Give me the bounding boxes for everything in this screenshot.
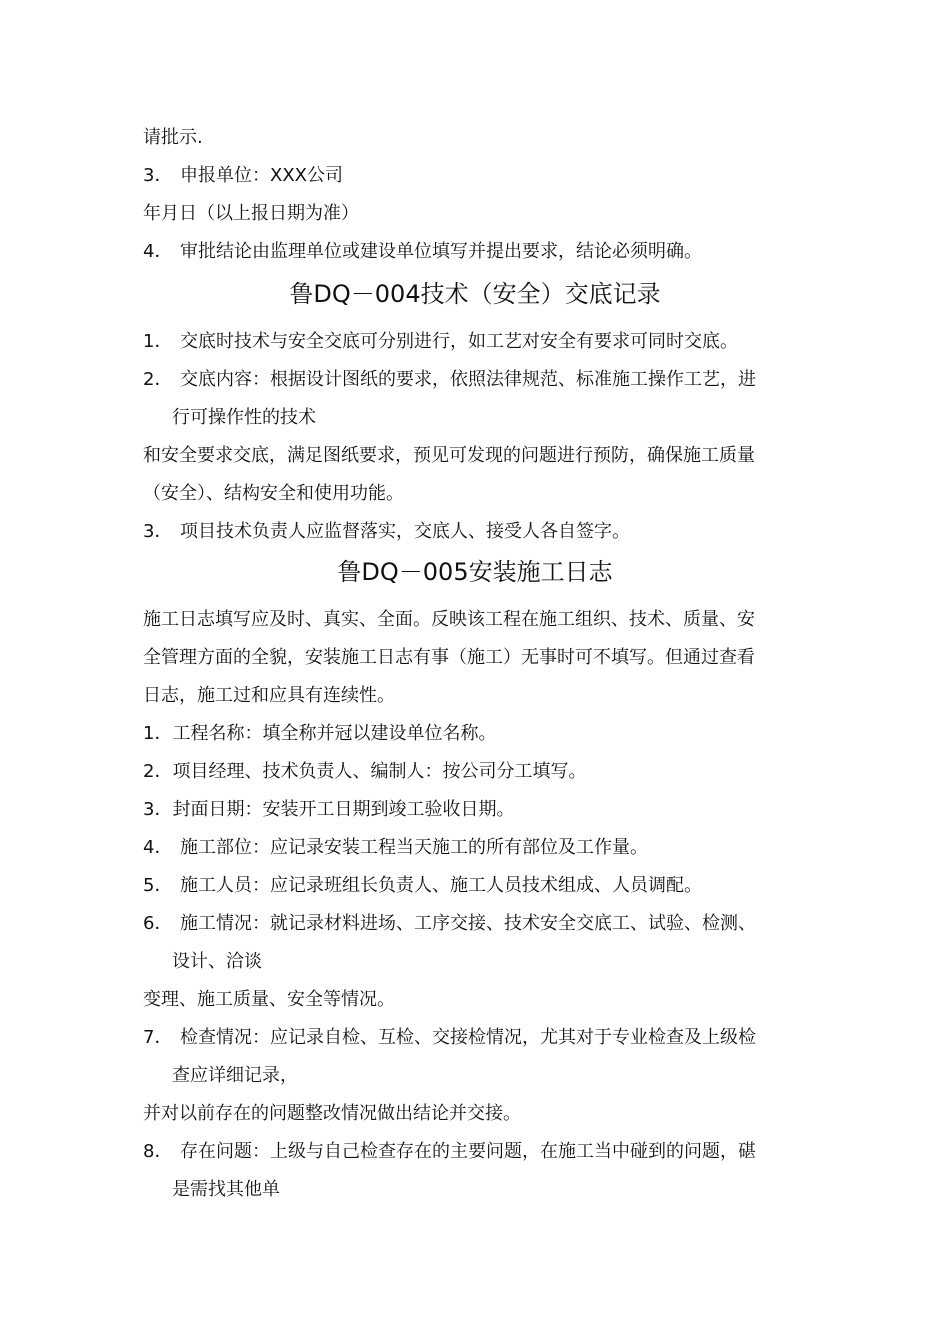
text-line: 行可操作性的技术 [172, 407, 316, 428]
list-item-7 [143, 1026, 756, 1050]
item-number: 6． [143, 913, 173, 934]
list-item-5 [143, 874, 702, 898]
text-line: 年月日（以上报日期为准） [143, 203, 359, 224]
item-text: 存在问题：上级与自己检查存在的主要问题，在施工当中碰到的问题，碪 [180, 1141, 756, 1162]
list-item-4 [143, 836, 648, 860]
list-item-1: 1．工程名称：填全称并冠以建设单位名称。 [143, 723, 497, 744]
section-heading-004: 鲁DQ－004技术（安全）交底记录 [289, 280, 661, 308]
text-line: 并对以前存在的问题整改情况做出结论并交接。 [143, 1103, 521, 1124]
item-text: 检查情况：应记录自检、互检、交接检情况，尤其对于专业检查及上级检 [180, 1027, 756, 1048]
item-number: 4． [143, 837, 173, 858]
paragraph-line: 全管理方面的全貌，安装施工日志有事（施工）无事时可不填写。但通过查看 [143, 647, 755, 668]
item-number: 7． [143, 1027, 173, 1048]
item-text: 交底内容：根据设计图纸的要求，依照法律规范、标准施工操作工艺，进 [180, 369, 756, 390]
paragraph-line: 施工日志填写应及时、真实、全面。反映该工程在施工组织、技术、质量、安 [143, 609, 755, 630]
item-number: 3． [143, 165, 173, 186]
list-item-3 [143, 164, 343, 188]
text-line: 请批示. [143, 127, 203, 148]
item-number: 8． [143, 1141, 173, 1162]
list-item-2 [143, 368, 756, 392]
section-heading-005: 鲁DQ－005安装施工日志 [337, 558, 613, 586]
list-item-4 [143, 240, 702, 264]
item-text: 交底时技术与安全交底可分别进行，如工艺对安全有要求可同时交底。 [180, 331, 738, 352]
item-text: 审批结论由监理单位或建设单位填写并提出要求，结论必须明确。 [180, 241, 702, 262]
item-number: 4． [143, 241, 173, 262]
list-item-8 [143, 1140, 756, 1164]
text-line: （安全）、结构安全和使用功能。 [143, 483, 404, 504]
item-text: 施工人员：应记录班组长负责人、施工人员技术组成、人员调配。 [180, 875, 702, 896]
list-item-1 [143, 330, 738, 354]
text-line: 变理、施工质量、安全等情况。 [143, 989, 395, 1010]
text-line: 查应详细记录， [172, 1065, 298, 1086]
text-line: 和安全要求交底，满足图纸要求，预见可发现的问题进行预防，确保施工质量 [143, 445, 755, 466]
paragraph-line: 日志，施工过和应具有连续性。 [143, 685, 395, 706]
item-number: 2． [143, 369, 173, 390]
item-text: 施工部位：应记录安装工程当天施工的所有部位及工作量。 [180, 837, 648, 858]
item-number: 5． [143, 875, 173, 896]
list-item-3: 3．封面日期：安装开工日期到竣工验收日期。 [143, 799, 515, 820]
list-item-3 [143, 520, 630, 544]
text-line: 设计、洽谈 [172, 951, 262, 972]
list-item-2: 2．项目经理、技术负责人、编制人：按公司分工填写。 [143, 761, 587, 782]
item-text: 申报单位：XXX公司 [180, 165, 343, 186]
item-number: 3． [143, 521, 173, 542]
item-text: 项目技术负责人应监督落实，交底人、接受人各自签字。 [180, 521, 630, 542]
item-text: 施工情况：就记录材料进场、工序交接、技术安全交底工、试验、检测、 [180, 913, 756, 934]
text-line: 是需找其他单 [172, 1179, 280, 1200]
list-item-6 [143, 912, 756, 936]
item-number: 1． [143, 331, 173, 352]
